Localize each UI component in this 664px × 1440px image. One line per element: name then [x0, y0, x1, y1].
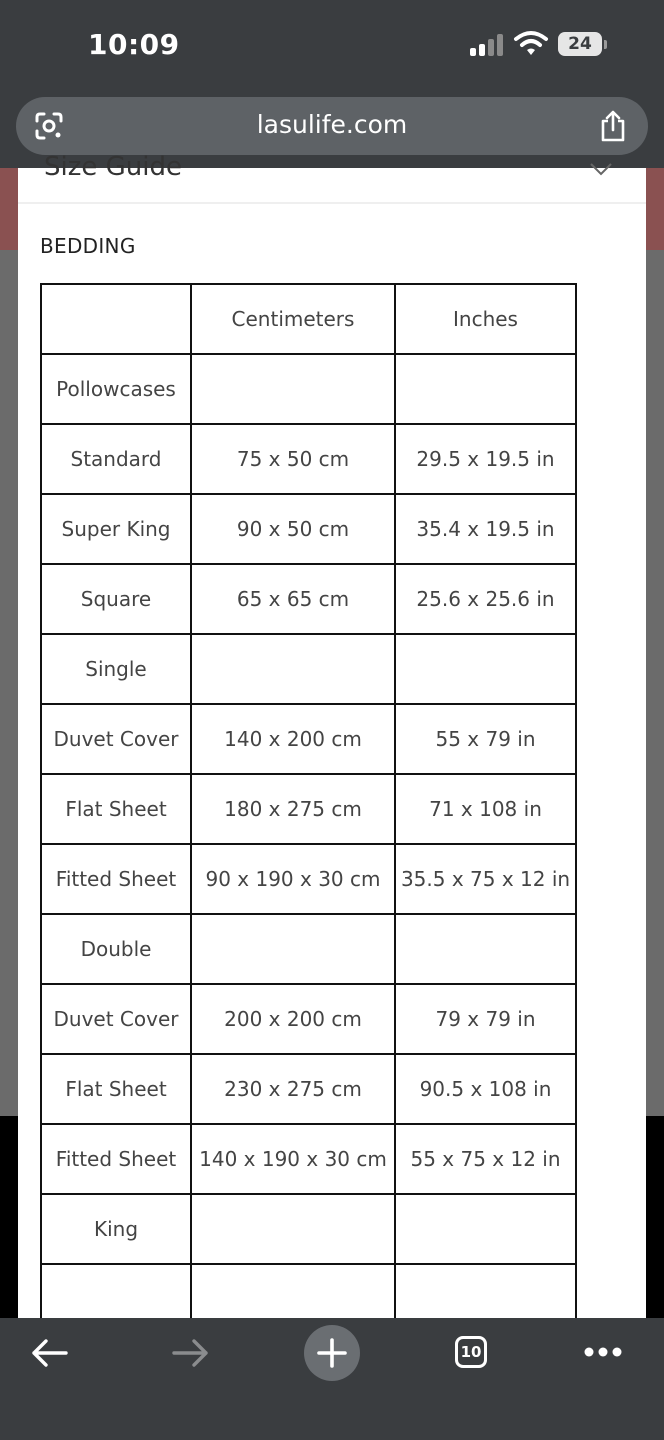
row-label-cell: Flat Sheet — [41, 774, 191, 844]
inches-cell — [395, 1194, 576, 1264]
centimeters-cell: 90 x 190 x 30 cm — [191, 844, 395, 914]
backdrop-accent-left — [0, 168, 18, 250]
inches-cell: 35.5 x 75 x 12 in — [395, 844, 576, 914]
row-label-cell: Pollowcases — [41, 354, 191, 424]
table-row — [41, 984, 576, 1054]
url-text[interactable]: lasulife.com — [256, 110, 408, 139]
centimeters-cell — [191, 914, 395, 984]
inches-cell — [395, 354, 576, 424]
row-label-cell: Square — [41, 564, 191, 634]
centimeters-cell: 140 x 190 x 30 cm — [191, 1124, 395, 1194]
centimeters-cell: 65 x 65 cm — [191, 564, 395, 634]
modal-divider — [18, 202, 646, 204]
centimeters-cell: 180 x 275 cm — [191, 774, 395, 844]
table-row — [41, 914, 576, 984]
centimeters-cell — [191, 1194, 395, 1264]
tab-switcher-button[interactable]: 10 — [455, 1336, 487, 1368]
table-row — [41, 1054, 576, 1124]
row-label-cell: Standard — [41, 424, 191, 494]
table-row — [41, 424, 576, 494]
header-cell: Inches — [395, 284, 576, 354]
table-row — [41, 774, 576, 844]
header-cell — [41, 284, 191, 354]
table-row — [41, 844, 576, 914]
back-arrow-icon[interactable] — [30, 1338, 68, 1368]
centimeters-cell — [191, 634, 395, 704]
close-icon[interactable] — [590, 164, 612, 178]
header-cell: Centimeters — [191, 284, 395, 354]
centimeters-cell: 90 x 50 cm — [191, 494, 395, 564]
inches-cell — [395, 634, 576, 704]
table-row — [41, 564, 576, 634]
table-row — [41, 704, 576, 774]
modal-title: Size Guide — [44, 152, 182, 182]
cellular-signal-icon — [470, 34, 506, 56]
section-heading: BEDDING — [40, 234, 136, 258]
inches-cell: 29.5 x 19.5 in — [395, 424, 576, 494]
inches-cell: 90.5 x 108 in — [395, 1054, 576, 1124]
row-label-cell: Duvet Cover — [41, 984, 191, 1054]
status-bar — [0, 0, 664, 92]
centimeters-cell: 200 x 200 cm — [191, 984, 395, 1054]
battery-tip — [604, 40, 607, 49]
inches-cell: 35.4 x 19.5 in — [395, 494, 576, 564]
table-row — [41, 634, 576, 704]
inches-cell: 25.6 x 25.6 in — [395, 564, 576, 634]
table-row — [41, 1124, 576, 1194]
status-time: 10:09 — [88, 28, 180, 61]
inches-cell: 71 x 108 in — [395, 774, 576, 844]
new-tab-button[interactable] — [304, 1325, 360, 1381]
wifi-icon — [514, 30, 548, 56]
table-header-row — [41, 284, 576, 354]
row-label-cell: Super King — [41, 494, 191, 564]
plus-icon — [317, 1338, 347, 1368]
inches-cell: 79 x 79 in — [395, 984, 576, 1054]
table-row — [41, 494, 576, 564]
centimeters-cell: 230 x 275 cm — [191, 1054, 395, 1124]
address-bar[interactable] — [16, 97, 648, 155]
row-label-cell: King — [41, 1194, 191, 1264]
centimeters-cell: 75 x 50 cm — [191, 424, 395, 494]
centimeters-cell: 140 x 200 cm — [191, 704, 395, 774]
bottom-toolbar — [0, 1318, 664, 1440]
row-label-cell: Duvet Cover — [41, 704, 191, 774]
row-label-cell: Single — [41, 634, 191, 704]
size-table — [40, 283, 577, 1335]
size-guide-modal — [18, 152, 646, 1318]
table-row — [41, 354, 576, 424]
battery-icon: 24 — [558, 32, 602, 56]
table-row — [41, 1194, 576, 1264]
inches-cell — [395, 914, 576, 984]
forward-arrow-icon[interactable] — [172, 1338, 210, 1368]
inches-cell: 55 x 75 x 12 in — [395, 1124, 576, 1194]
row-label-cell: Fitted Sheet — [41, 844, 191, 914]
backdrop-accent-right — [646, 168, 664, 250]
inches-cell: 55 x 79 in — [395, 704, 576, 774]
row-label-cell: Fitted Sheet — [41, 1124, 191, 1194]
row-label-cell: Double — [41, 914, 191, 984]
centimeters-cell — [191, 354, 395, 424]
share-icon[interactable] — [598, 109, 628, 143]
more-options-icon[interactable] — [584, 1346, 622, 1358]
row-label-cell: Flat Sheet — [41, 1054, 191, 1124]
